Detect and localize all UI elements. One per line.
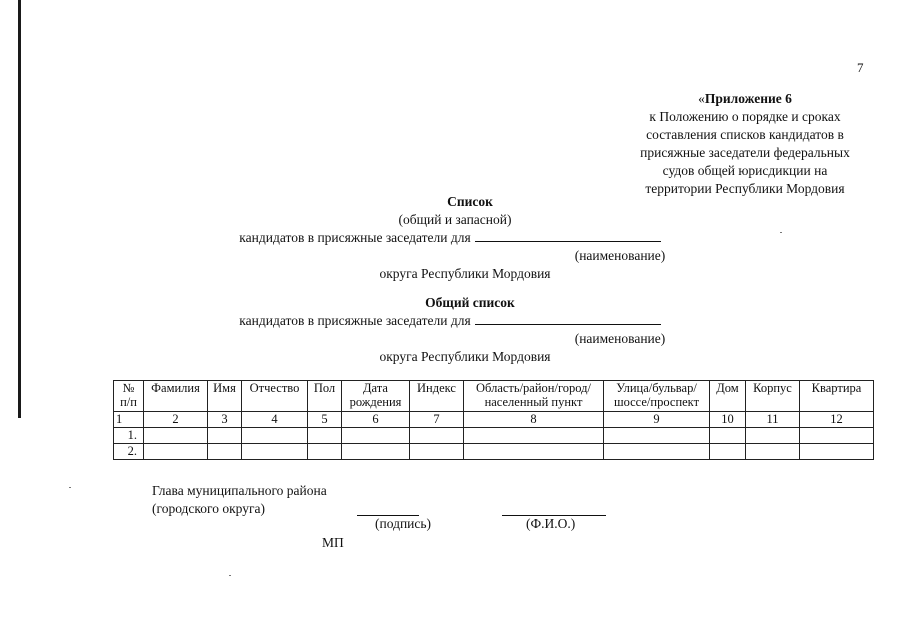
scan-margin-bar bbox=[18, 0, 21, 418]
signature-caption: (подпись) bbox=[375, 516, 432, 531]
header-cell: Фамилия bbox=[144, 381, 208, 412]
appendix-header bbox=[615, 90, 875, 198]
appendix-line: к Положению о порядке и сроках bbox=[649, 109, 841, 124]
general-region: округа Республики Мордовия bbox=[379, 349, 551, 364]
header-cell: Улица/бульвар/ шоссе/проспект bbox=[604, 381, 710, 412]
list-name-hint: (наименование) bbox=[574, 248, 666, 263]
header-cell: Область/район/город/ населенный пункт bbox=[464, 381, 604, 412]
column-number-cell: 7 bbox=[410, 412, 464, 428]
table-row bbox=[114, 428, 874, 444]
column-number-cell: 2 bbox=[144, 412, 208, 428]
table-header-row bbox=[114, 381, 874, 412]
row-number-cell: 2. bbox=[114, 444, 144, 460]
table-cell bbox=[604, 428, 710, 444]
appendix-line: судов общей юрисдикции на bbox=[662, 163, 828, 178]
general-title: Общий список bbox=[425, 295, 515, 310]
scan-speck bbox=[229, 575, 231, 576]
column-number-cell: 9 bbox=[604, 412, 710, 428]
table-cell bbox=[208, 428, 242, 444]
column-number-cell: 10 bbox=[710, 412, 746, 428]
appendix-title: Приложение 6 bbox=[704, 91, 792, 106]
table-cell bbox=[144, 444, 208, 460]
header-cell: Дом bbox=[710, 381, 746, 412]
table-cell bbox=[410, 444, 464, 460]
page-number: 7 bbox=[857, 60, 864, 75]
candidates-table bbox=[113, 380, 874, 460]
table-cell bbox=[242, 428, 308, 444]
table-cell bbox=[746, 428, 800, 444]
column-number-cell: 4 bbox=[242, 412, 308, 428]
table-cell bbox=[710, 444, 746, 460]
signature-block bbox=[152, 482, 327, 518]
column-number-cell: 1 bbox=[114, 412, 144, 428]
list-region: округа Республики Мордовия bbox=[379, 266, 551, 281]
list-title: Список bbox=[447, 194, 493, 209]
list-name-blank bbox=[475, 229, 661, 242]
table-cell bbox=[208, 444, 242, 460]
general-candidates-text: кандидатов в присяжные заседатели для bbox=[239, 313, 471, 328]
table-cell bbox=[144, 428, 208, 444]
table-cell bbox=[242, 444, 308, 460]
column-number-cell: 12 bbox=[800, 412, 874, 428]
table-row bbox=[114, 444, 874, 460]
signatory-title-line1: Глава муниципального района bbox=[152, 483, 327, 498]
table-cell bbox=[342, 444, 410, 460]
header-cell: Корпус bbox=[746, 381, 800, 412]
appendix-line: территории Республики Мордовия bbox=[645, 181, 845, 196]
general-section bbox=[200, 294, 740, 366]
general-name-blank bbox=[475, 312, 661, 325]
list-section bbox=[200, 193, 740, 283]
stamp-place-label: МП bbox=[322, 535, 344, 550]
header-cell: Имя bbox=[208, 381, 242, 412]
table-cell bbox=[800, 444, 874, 460]
appendix-line: присяжные заседатели федеральных bbox=[640, 145, 850, 160]
header-cell: Пол bbox=[308, 381, 342, 412]
scan-speck bbox=[780, 232, 782, 233]
appendix-line: составления списков кандидатов в bbox=[646, 127, 844, 142]
column-number-cell: 3 bbox=[208, 412, 242, 428]
signatory-title-line2: (городского округа) bbox=[152, 501, 266, 516]
row-number-cell: 1. bbox=[114, 428, 144, 444]
column-number-cell: 5 bbox=[308, 412, 342, 428]
table-cell bbox=[800, 428, 874, 444]
general-candidates-line bbox=[160, 312, 740, 330]
table-cell bbox=[604, 444, 710, 460]
table-cell bbox=[710, 428, 746, 444]
table-cell bbox=[308, 444, 342, 460]
scan-speck bbox=[69, 487, 71, 488]
general-name-hint: (наименование) bbox=[574, 331, 666, 346]
list-candidates-line bbox=[160, 229, 740, 247]
table-cell bbox=[464, 428, 604, 444]
name-caption: (Ф.И.О.) bbox=[526, 516, 576, 531]
appendix-open-quote: « bbox=[698, 91, 705, 106]
table-cell bbox=[746, 444, 800, 460]
column-number-cell: 6 bbox=[342, 412, 410, 428]
header-cell: Квартира bbox=[800, 381, 874, 412]
list-candidates-text: кандидатов в присяжные заседатели для bbox=[239, 230, 471, 245]
table-cell bbox=[308, 428, 342, 444]
column-number-cell: 11 bbox=[746, 412, 800, 428]
table-number-row bbox=[114, 412, 874, 428]
column-number-cell: 8 bbox=[464, 412, 604, 428]
table-cell bbox=[342, 428, 410, 444]
header-cell: № п/п bbox=[114, 381, 144, 412]
header-cell: Дата рождения bbox=[342, 381, 410, 412]
table-cell bbox=[410, 428, 464, 444]
header-cell: Индекс bbox=[410, 381, 464, 412]
table-cell bbox=[464, 444, 604, 460]
header-cell: Отчество bbox=[242, 381, 308, 412]
list-subtitle: (общий и запасной) bbox=[398, 212, 512, 227]
appendix-title-line bbox=[615, 90, 875, 108]
